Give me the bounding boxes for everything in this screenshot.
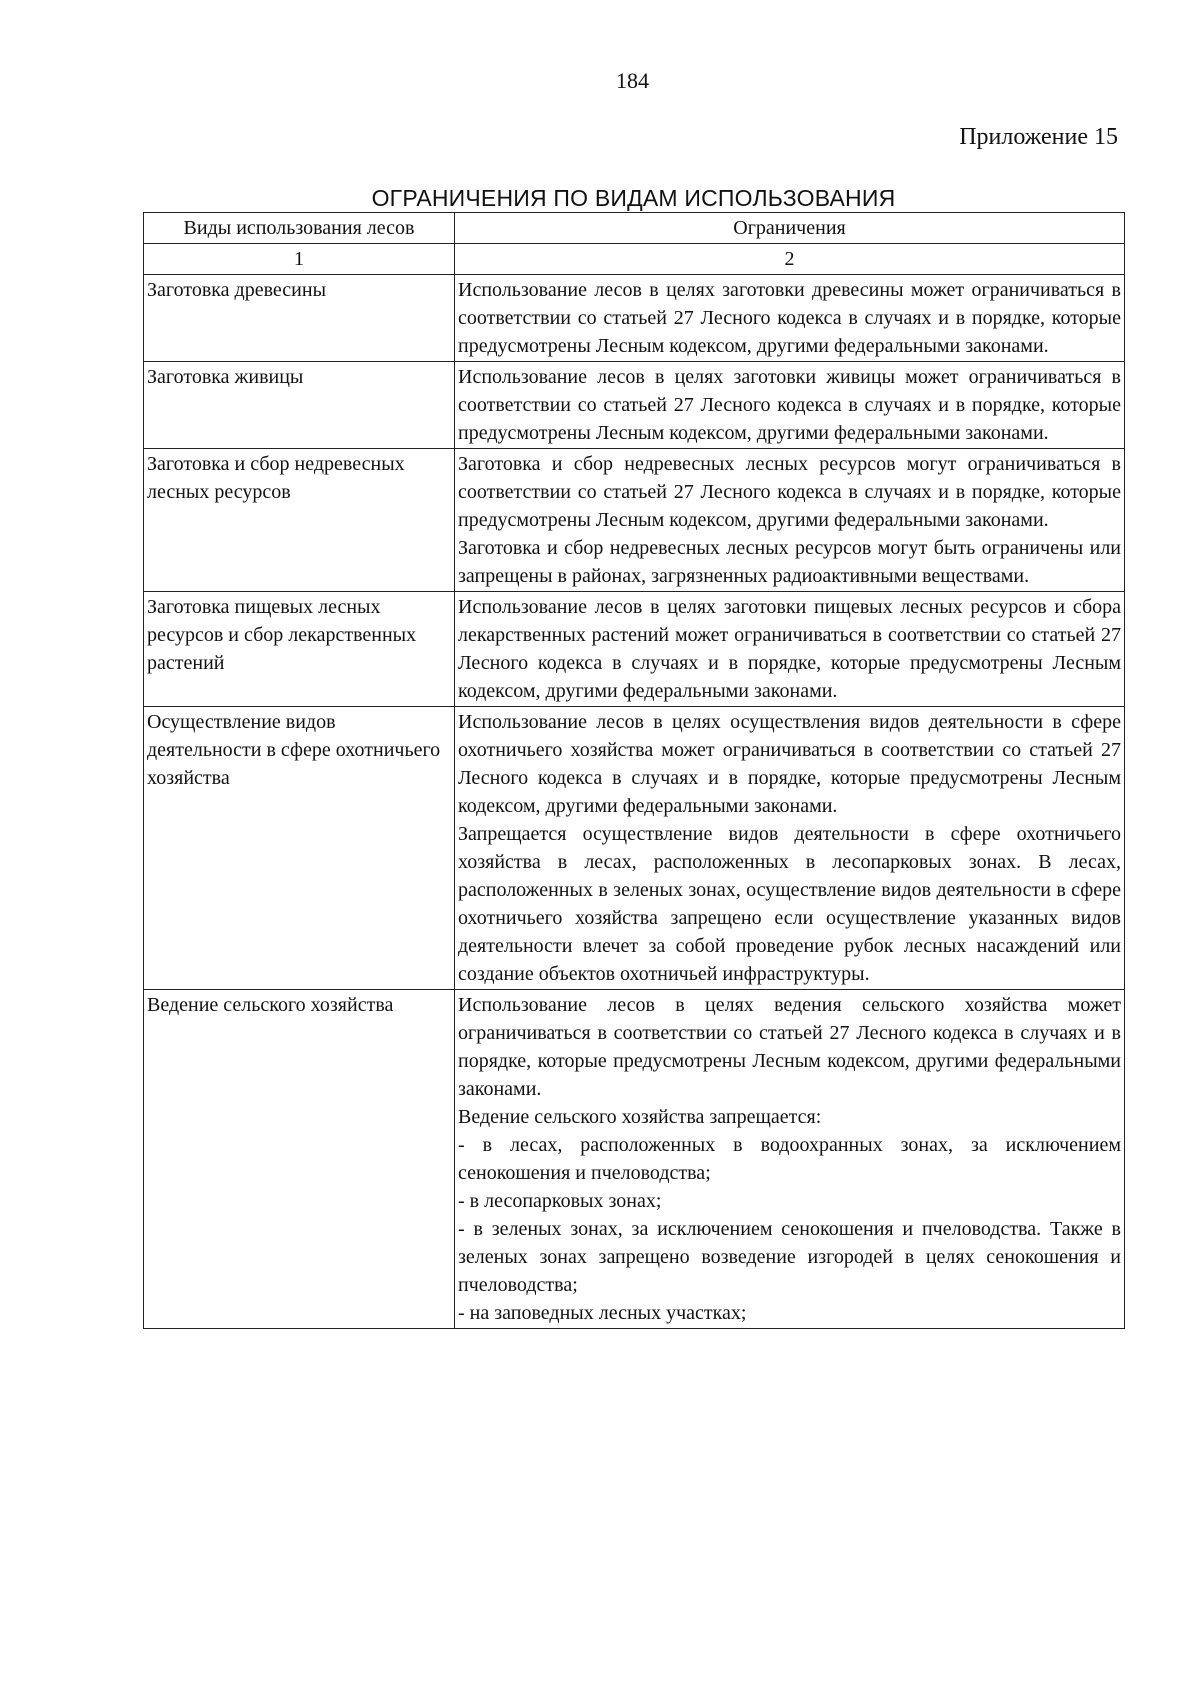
column-number: 2 xyxy=(455,244,1125,275)
table-row xyxy=(144,275,1125,362)
usage-type-cell: Ведение сельского хозяйства xyxy=(144,990,455,1329)
table-header-row xyxy=(144,213,1125,244)
restriction-paragraph: Запрещается осуществление видов деятельности в сфере охотничьего хозяйства в лесах, расположенных в лесопарковых зонах. В лесах, расположенных в зеленых зонах, осуществление видов деятельности в сфере охотничьего хозяйства запрещено если осуществление указанных видов деятельности влечет за собой проведение рубок лесных насаждений или создание объектов охотничьей инфраструктуры. xyxy=(458,823,1121,985)
restriction-cell xyxy=(455,990,1125,1329)
restriction-list-item: - в лесах, расположенных в водоохранных зонах, за исключением сенокошения и пчеловодства; xyxy=(458,1134,1121,1184)
table-row xyxy=(144,990,1125,1329)
usage-type-cell: Заготовка пищевых лесных ресурсов и сбор лекарственных растений xyxy=(144,592,455,707)
restriction-cell xyxy=(455,707,1125,990)
restrictions-table xyxy=(143,212,1125,1329)
column-number: 1 xyxy=(144,244,455,275)
document-title: ОГРАНИЧЕНИЯ ПО ВИДАМ ИСПОЛЬЗОВАНИЯ xyxy=(371,185,896,211)
restriction-paragraph: Использование лесов в целях заготовки древесины может ограничиваться в соответствии со статьей 27 Лесного кодекса в случаях и в порядке, которые предусмотрены Лесным кодексом, другими федеральными законами. xyxy=(458,279,1121,357)
restriction-list-item: - в зеленых зонах, за исключением сенокошения и пчеловодства. Также в зеленых зонах запрещено возведение изгородей в целях сенокошения и пчеловодства; xyxy=(458,1218,1121,1296)
usage-type-cell: Осуществление видов деятельности в сфере охотничьего хозяйства xyxy=(144,707,455,990)
restriction-paragraph: Использование лесов в целях осуществления видов деятельности в сфере охотничьего хозяйства может ограничиваться в соответствии со статьей 27 Лесного кодекса в случаях и в порядке, которые предусмотрены Лесным кодексом, другими федеральными законами. xyxy=(458,711,1121,817)
restriction-list-item: - в лесопарковых зонах; xyxy=(458,1190,662,1212)
table-row xyxy=(144,592,1125,707)
restriction-cell xyxy=(455,362,1125,449)
restriction-paragraph: Заготовка и сбор недревесных лесных ресурсов могут ограничиваться в соответствии со статьей 27 Лесного кодекса в случаях и в порядке, которые предусмотрены Лесным кодексом, другими федеральными законами. xyxy=(458,453,1121,531)
usage-type-cell: Заготовка живицы xyxy=(144,362,455,449)
restriction-paragraph: Ведение сельского хозяйства запрещается: xyxy=(458,1106,822,1128)
restriction-cell xyxy=(455,592,1125,707)
column-header-usage-types: Виды использования лесов xyxy=(144,213,455,244)
restriction-paragraph: Использование лесов в целях ведения сельского хозяйства может ограничиваться в соответствии со статьей 27 Лесного кодекса в случаях и в порядке, которые предусмотрены Лесным кодексом, другими федеральными законами. xyxy=(458,994,1121,1100)
appendix-label: Приложение 15 xyxy=(959,124,1118,150)
restriction-cell xyxy=(455,275,1125,362)
column-number-row xyxy=(144,244,1125,275)
restriction-paragraph: Использование лесов в целях заготовки пищевых лесных ресурсов и сбора лекарственных растений может ограничиваться в соответствии со статьей 27 Лесного кодекса в случаях и в порядке, которые предусмотрены Лесным кодексом, другими федеральными законами. xyxy=(458,596,1121,702)
usage-type-cell: Заготовка древесины xyxy=(144,275,455,362)
restriction-paragraph: Использование лесов в целях заготовки живицы может ограничиваться в соответствии со статьей 27 Лесного кодекса в случаях и в порядке, которые предусмотрены Лесным кодексом, другими федеральными законами. xyxy=(458,366,1121,444)
restriction-paragraph: Заготовка и сбор недревесных лесных ресурсов могут быть ограничены или запрещены в районах, загрязненных радиоактивными веществами. xyxy=(458,537,1121,587)
page-number: 184 xyxy=(616,68,649,93)
restriction-cell xyxy=(455,449,1125,592)
restriction-list-item: - на заповедных лесных участках; xyxy=(458,1302,747,1324)
usage-type-cell: Заготовка и сбор недревесных лесных ресурсов xyxy=(144,449,455,592)
table-row xyxy=(144,707,1125,990)
table-row xyxy=(144,362,1125,449)
column-header-restrictions: Ограничения xyxy=(455,213,1125,244)
table-row xyxy=(144,449,1125,592)
